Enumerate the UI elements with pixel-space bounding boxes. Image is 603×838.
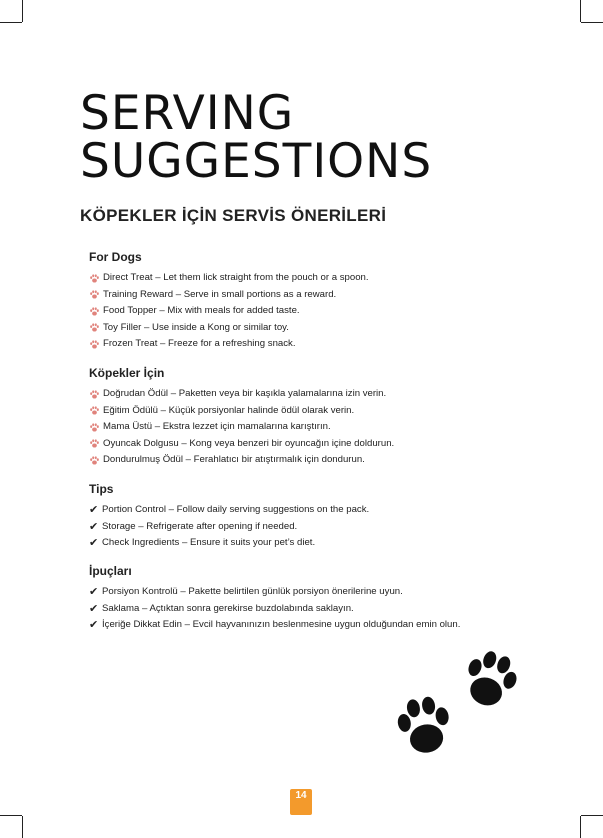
page-title bbox=[80, 86, 433, 189]
section-heading: İpuçları bbox=[89, 564, 132, 578]
section-kopekler-icin bbox=[89, 366, 559, 469]
paw-icon bbox=[89, 273, 100, 284]
paw-print-icon bbox=[460, 643, 522, 713]
check-icon: ✔ bbox=[89, 504, 99, 516]
list-item-text: Mama Üstü – Ekstra lezzet için mamalarına karıştırın. bbox=[103, 421, 331, 432]
paw-icon bbox=[89, 455, 100, 466]
list-item bbox=[89, 502, 559, 519]
item-list bbox=[89, 270, 559, 353]
list-item bbox=[89, 584, 559, 601]
paw-print-icon bbox=[392, 688, 456, 760]
paw-icon bbox=[89, 389, 100, 400]
list-item bbox=[89, 452, 559, 469]
list-item bbox=[89, 386, 559, 403]
paw-icon bbox=[89, 422, 100, 433]
list-item bbox=[89, 535, 559, 552]
section-for-dogs bbox=[89, 250, 559, 353]
crop-mark bbox=[580, 0, 581, 22]
list-item-text: Food Topper – Mix with meals for added taste. bbox=[103, 305, 300, 316]
check-icon: ✔ bbox=[89, 619, 99, 631]
item-list bbox=[89, 502, 559, 552]
section-heading: Tips bbox=[89, 482, 114, 496]
list-item-text: Eğitim Ödülü – Küçük porsiyonlar halinde ödül olarak verin. bbox=[103, 404, 355, 416]
list-item bbox=[89, 336, 559, 353]
section-tips bbox=[89, 482, 559, 552]
crop-mark bbox=[581, 22, 603, 23]
crop-mark bbox=[581, 815, 603, 816]
list-item-text: Oyuncak Dolgusu – Kong veya benzeri bir oyuncağın içine doldurun. bbox=[103, 437, 395, 449]
list-item-text: Dondurulmuş Ödül – Ferahlatıcı bir atıştırmalık için dondurun. bbox=[103, 454, 365, 465]
check-icon: ✔ bbox=[89, 520, 99, 533]
list-item bbox=[89, 601, 559, 618]
list-item-text: Check Ingredients – Ensure it suits your pet’s diet. bbox=[102, 537, 316, 548]
item-list bbox=[89, 584, 559, 634]
check-icon: ✔ bbox=[89, 586, 99, 598]
paw-icon bbox=[89, 322, 100, 333]
list-item-text: Doğrudan Ödül – Paketten veya bir kaşıkla yalamalarına izin verin. bbox=[103, 388, 387, 399]
list-item bbox=[89, 436, 559, 453]
section-heading: Köpekler İçin bbox=[89, 366, 165, 380]
list-item-text: Frozen Treat – Freeze for a refreshing snack. bbox=[103, 338, 296, 349]
section-heading: For Dogs bbox=[89, 250, 142, 264]
crop-mark bbox=[0, 815, 22, 816]
crop-mark bbox=[22, 816, 23, 838]
list-item bbox=[89, 270, 559, 287]
list-item bbox=[89, 519, 559, 536]
list-item bbox=[89, 303, 559, 320]
crop-mark bbox=[580, 816, 581, 838]
list-item-text: Toy Filler – Use inside a Kong or similar toy. bbox=[103, 321, 289, 333]
list-item-text: Porsiyon Kontrolü – Pakette belirtilen günlük porsiyon önerilerine uyun. bbox=[102, 586, 403, 597]
paw-icon bbox=[89, 405, 100, 416]
check-icon: ✔ bbox=[89, 537, 99, 549]
check-icon: ✔ bbox=[89, 602, 99, 615]
page-number-badge: 14 bbox=[290, 789, 312, 815]
paw-icon bbox=[89, 306, 100, 317]
section-ipuclari bbox=[89, 564, 559, 634]
list-item bbox=[89, 419, 559, 436]
list-item bbox=[89, 287, 559, 304]
list-item-text: İçeriğe Dikkat Edin – Evcil hayvanınızın beslenmesine uygun olduğundan emin olun. bbox=[102, 619, 461, 630]
paw-icon bbox=[89, 289, 100, 300]
list-item-text: Saklama – Açtıktan sonra gerekirse buzdolabında saklayın. bbox=[102, 602, 354, 614]
crop-mark bbox=[0, 22, 22, 23]
item-list bbox=[89, 386, 559, 469]
crop-mark bbox=[22, 0, 23, 22]
title-line-2: SUGGESTIONS bbox=[80, 134, 433, 189]
title-line-1: SERVING bbox=[80, 86, 295, 141]
paw-icon bbox=[89, 438, 100, 449]
list-item bbox=[89, 320, 559, 337]
paw-icon bbox=[89, 339, 100, 350]
list-item-text: Training Reward – Serve in small portions as a reward. bbox=[103, 288, 337, 300]
list-item-text: Direct Treat – Let them lick straight from the pouch or a spoon. bbox=[103, 272, 369, 283]
page-subtitle: KÖPEKLER İÇİN SERVİS ÖNERİLERİ bbox=[80, 206, 387, 225]
list-item-text: Storage – Refrigerate after opening if needed. bbox=[102, 520, 298, 532]
list-item-text: Portion Control – Follow daily serving suggestions on the pack. bbox=[102, 504, 370, 515]
list-item bbox=[89, 617, 559, 634]
list-item bbox=[89, 403, 559, 420]
